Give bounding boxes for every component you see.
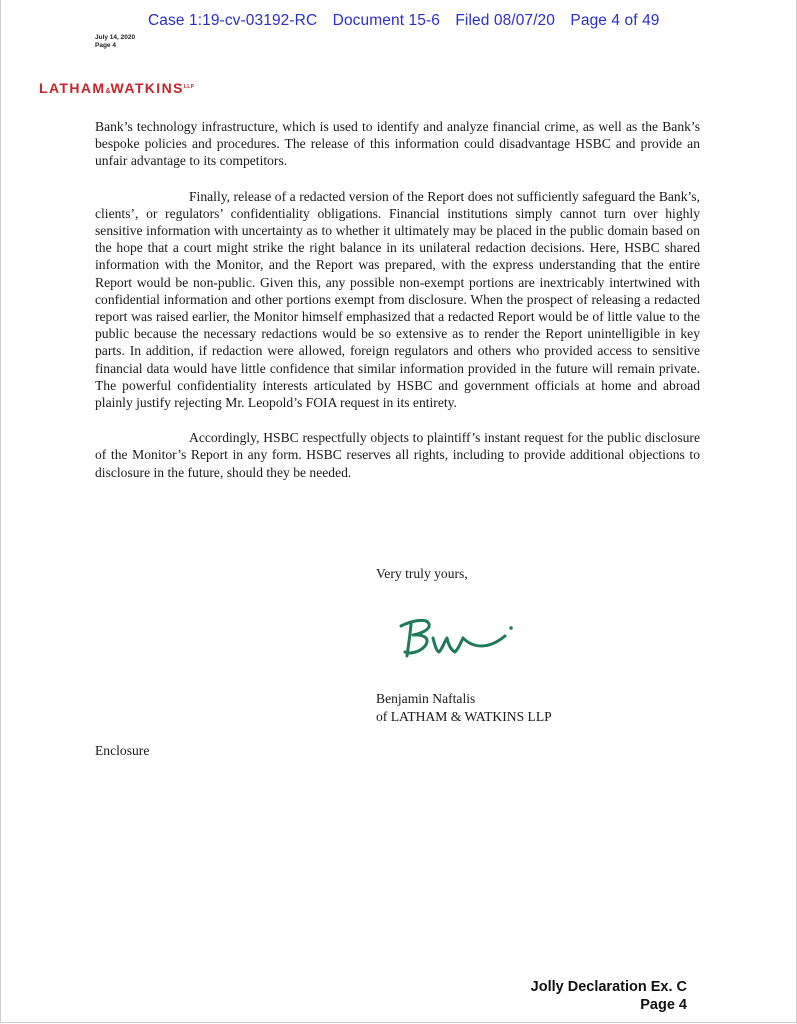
exhibit-stamp [531, 978, 687, 1014]
paragraph-redaction: Finally, release of a redacted version of the Report does not sufficiently safeguard the Bank’s, clients’, or regulators’ confidentiality obligations. Financial institutions simply cannot turn over highly sensitive information with uncertainty as to whether it ultimately may be placed in the public domain based on the hope that a court might strike the right balance in its unilateral redaction decisions. Here, HSBC shared information with the Monitor, and the Report was prepared, with the express understanding that the entire Report would be non-public. Given this, any possible non-exempt portions are inextricably intertwined with confidential information and other portions exempt from disclosure. When the prospect of releasing a redacted report was raised earlier, the Monitor himself emphasized that a redacted Report would be of little value to the public because the necessary redactions would be so extensive as to render the Report unintelligible in key parts. In addition, if redaction were allowed, foreign regulators and others who provided access to sensitive financial data would have little confidence that similar information provided in the future will remain private. The powerful confidentiality interests articulated by HSBC and government officials at home and abroad plainly justify rejecting Mr. Leopold’s FOIA request in its entirety. [95, 188, 700, 411]
exhibit-page: Page 4 [640, 997, 687, 1013]
firm-name-left: LATHAM [39, 80, 106, 96]
signer-block [376, 690, 552, 726]
case-header [148, 12, 660, 30]
firm-suffix: LLP [183, 84, 195, 90]
letter-meta [95, 34, 135, 50]
document-number: Document 15-6 [332, 12, 440, 29]
signer-firm: of LATHAM & WATKINS LLP [376, 709, 552, 724]
letter-body [95, 118, 700, 499]
case-number: Case 1:19-cv-03192-RC [148, 12, 318, 29]
firm-ampersand: & [105, 88, 111, 95]
filed-date: Filed 08/07/20 [455, 12, 555, 29]
closing-salutation: Very truly yours, [376, 566, 468, 581]
signer-name: Benjamin Naftalis [376, 691, 476, 706]
exhibit-label: Jolly Declaration Ex. C [530, 979, 687, 995]
letter-date: July 14, 2020 [95, 34, 136, 41]
paragraph-continuation: Bank’s technology infrastructure, which is used to identify and analyze financial crime, as well as the Bank’s bespoke policies and procedures. The release of this information could disadvantage HSBC and provide an unfair advantage to its competitors. [95, 119, 700, 169]
paragraph-conclusion: Accordingly, HSBC respectfully objects to plaintiff’s instant request for the public disclosure of the Monitor’s Report in any form. HSBC reserves all rights, including to provide additional objections to disclosure in the future, should they be needed. [95, 430, 700, 480]
firm-name-right: WATKINS [110, 80, 184, 96]
case-page-number: Page 4 of 49 [570, 12, 660, 29]
enclosure-note: Enclosure [95, 743, 150, 758]
letter-page: Page 4 [95, 42, 116, 49]
signature-image [393, 608, 523, 668]
firm-logo [39, 80, 194, 96]
